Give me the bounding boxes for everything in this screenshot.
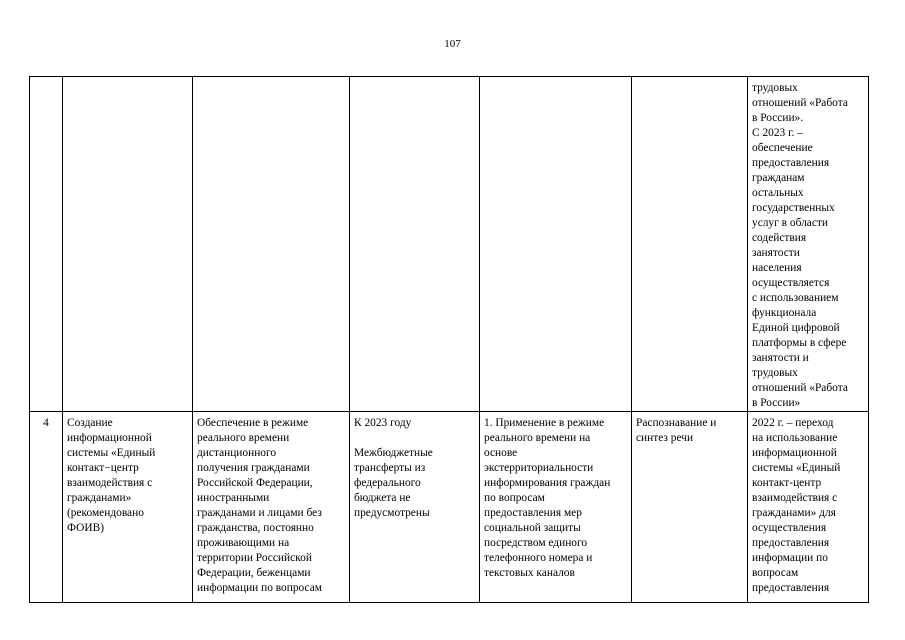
cell-stages: 2022 г. – переход на использование информационной системы «Единый контакт-центр взаимодействия с гражданами» для осуществления предоставления информации по вопросам предоставления — [748, 412, 869, 603]
measures-table — [29, 76, 869, 603]
cell-system: Создание информационной системы «Единый контакт−центр взаимодействия с гражданами» (рекомендовано ФОИВ) — [63, 412, 193, 603]
cell-technology — [632, 77, 748, 412]
cell-deadline — [350, 77, 480, 412]
cell-number — [30, 77, 63, 412]
cell-measure — [193, 77, 350, 412]
cell-result: 1. Применение в режиме реального времени на основе экстерриториальности информирования граждан по вопросам предоставления мер социальной защиты посредством единого телефонного номера и текстовых каналов — [480, 412, 632, 603]
cell-measure: Обеспечение в режиме реального времени дистанционного получения гражданами Российской Федерации, иностранными гражданами и лицами без гражданства, постоянно проживающими на территории Российской Федерации, беженцами информации по вопросам — [193, 412, 350, 603]
cell-number: 4 — [30, 412, 63, 603]
page-number: 107 — [444, 38, 461, 50]
cell-stages: трудовых отношений «Работа в России». С 2023 г. – обеспечение предоставления гражданам остальных государственных услуг в области содействия занятости населения осуществляется с использованием функционала Единой цифровой платформы в сфере занятости и трудовых отношений «Работа в России» — [748, 77, 869, 412]
cell-technology: Распознавание и синтез речи — [632, 412, 748, 603]
cell-result — [480, 77, 632, 412]
table-row — [30, 77, 869, 412]
cell-deadline: К 2023 году Межбюджетные трансферты из федерального бюджета не предусмотрены — [350, 412, 480, 603]
cell-system — [63, 77, 193, 412]
table-row — [30, 412, 869, 603]
